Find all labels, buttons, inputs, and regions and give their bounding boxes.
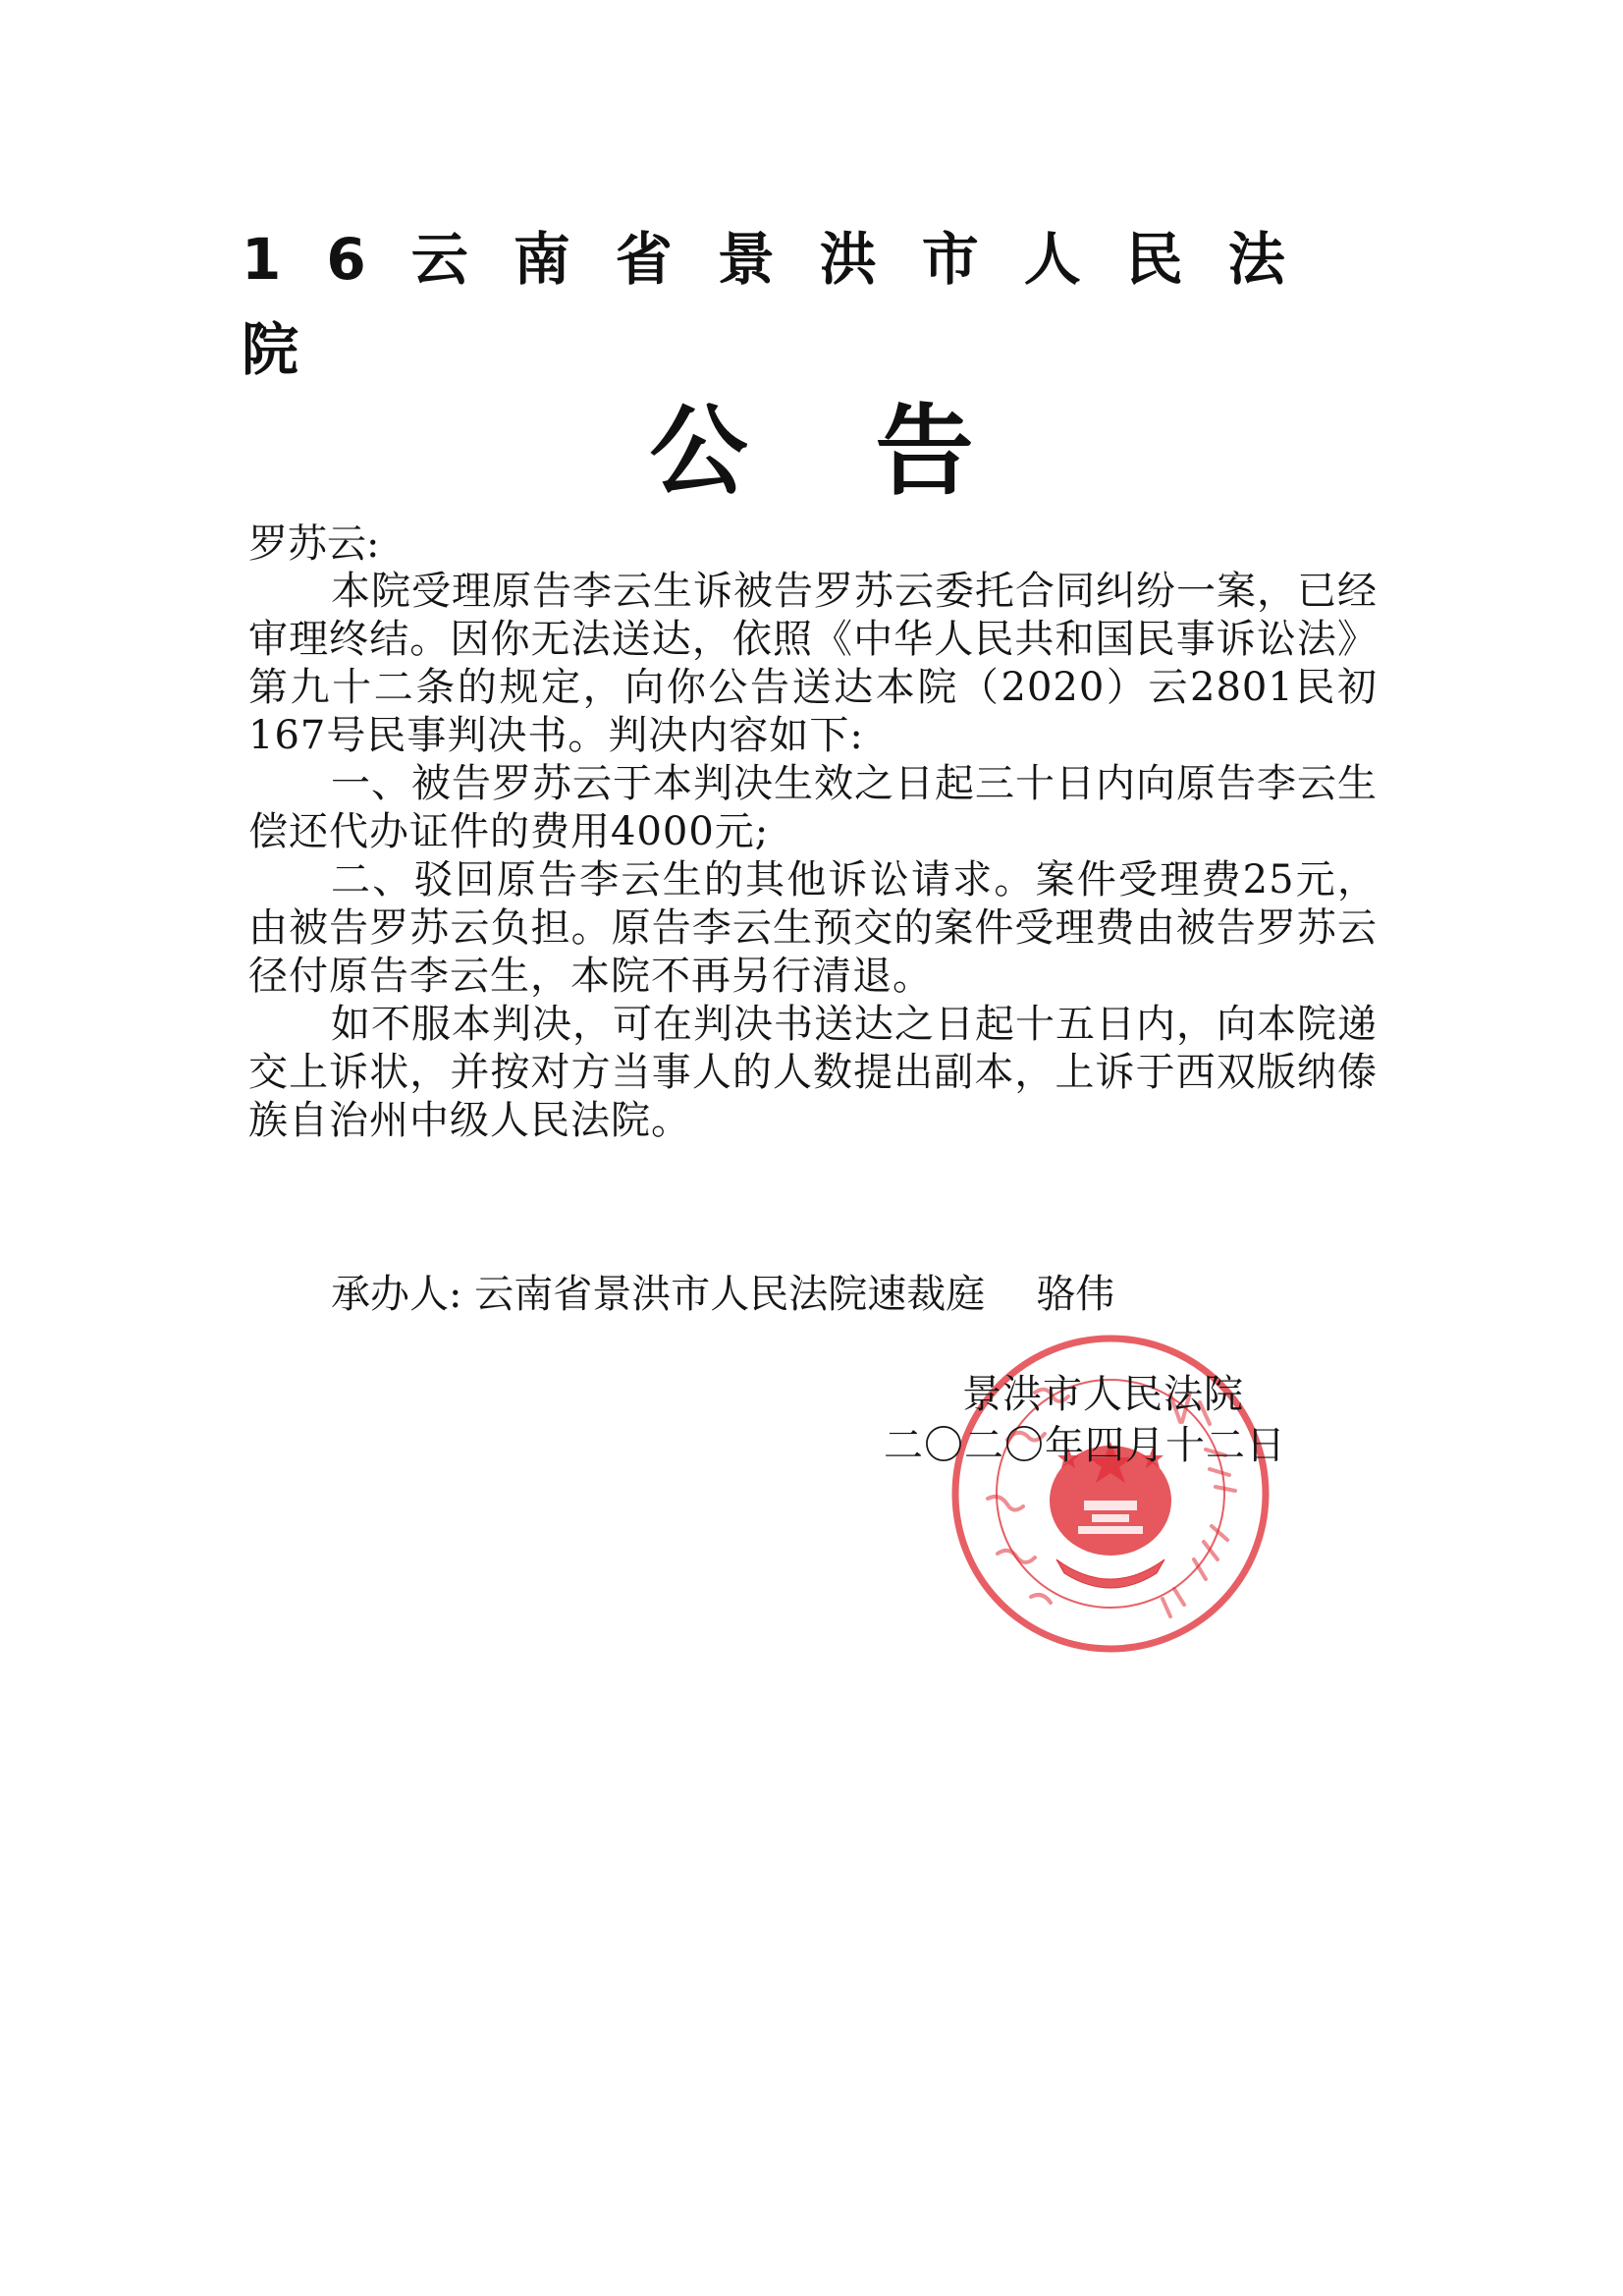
paragraph-appeal-notice: 如不服本判决，可在判决书送达之日起十五日内，向本院递交上诉状，并按对方当事人的人数提出副本，上诉于西双版纳傣族自治州中级人民法院。 <box>248 1002 1378 1143</box>
notice-title-char-1: 公 <box>649 394 748 509</box>
paragraph-judgment-item-1: 一、被告罗苏云于本判决生效之日起三十日内向原告李云生偿还代办证件的费用4000元; <box>248 761 1378 854</box>
signing-date: 二〇二〇年四月十二日 <box>884 1423 1286 1468</box>
addressee: 罗苏云: <box>248 521 380 567</box>
handler-name: 骆伟 <box>1036 1272 1115 1317</box>
handler-line <box>331 1271 1114 1318</box>
court-title: 16云南省景洪市人民法院 <box>242 226 1330 383</box>
notice-title-char-2: 告 <box>875 394 974 509</box>
paragraph-case-summary: 本院受理原告李云生诉被告罗苏云委托合同纠纷一案，已经审理终结。因你无法送达，依照《中华人民共和国民事诉讼法》第九十二条的规定，向你公告送达本院（2020）云2801民初167号民事判决书。判决内容如下: <box>248 569 1378 758</box>
notice-body <box>248 568 1378 1145</box>
notice-title <box>0 393 1623 511</box>
signing-court: 景洪市人民法院 <box>962 1372 1244 1417</box>
paragraph-judgment-item-2: 二、驳回原告李云生的其他诉讼请求。案件受理费25元，由被告罗苏云负担。原告李云生预交的案件受理费由被告罗苏云径付原告李云生，本院不再另行清退。 <box>248 857 1378 999</box>
handler-label: 承办人: 云南省景洪市人民法院速裁庭 <box>331 1272 986 1317</box>
